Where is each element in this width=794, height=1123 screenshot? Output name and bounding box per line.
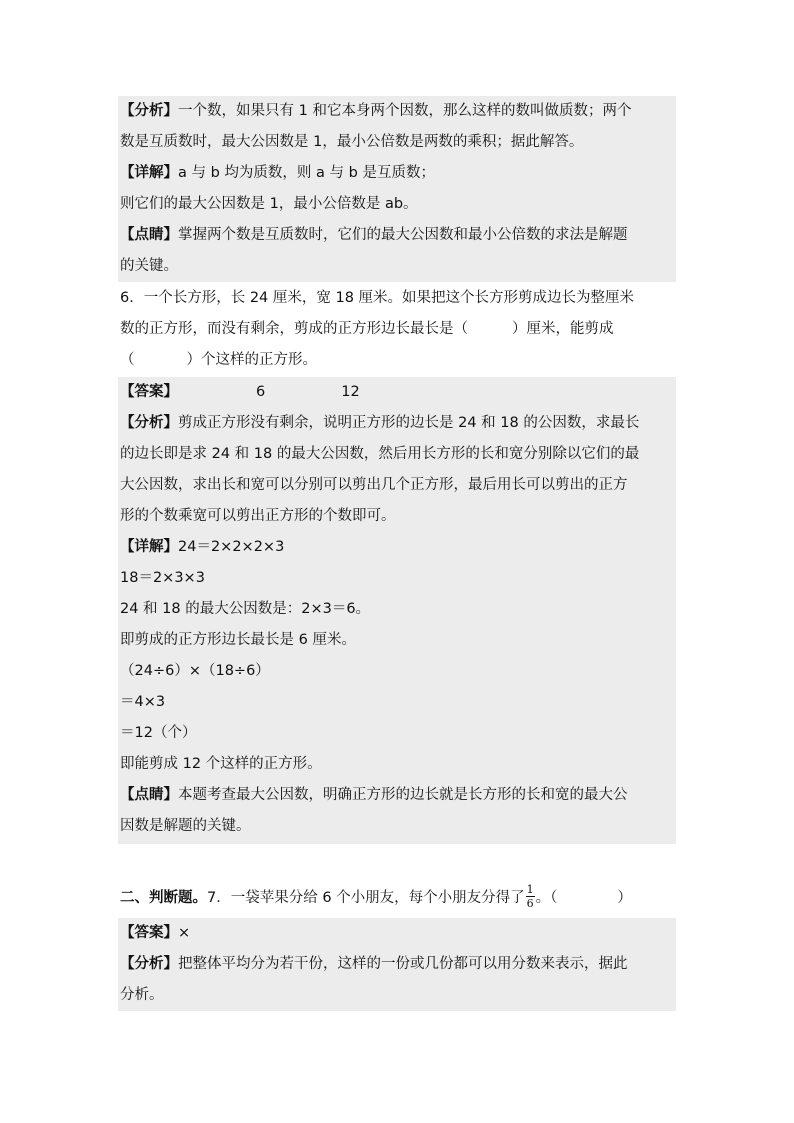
analysis-tag: 【分析】 bbox=[120, 415, 178, 431]
q6-detail-line-8: 即能剪成 12 个这样的正方形。 bbox=[120, 756, 322, 772]
detail-text: a 与 b 均为质数，则 a 与 b 是互质数； bbox=[178, 165, 435, 181]
q6-analysis-line-3: 大公因数，求出长和宽可以分别可以剪出几个正方形，最后用长可以剪出的正方 bbox=[120, 477, 628, 493]
fraction-numerator: 1 bbox=[526, 882, 534, 896]
q6-question-line-1: 6．一个长方形，长 24 厘米，宽 18 厘米。如果把这个长方形剪成边长为整厘米 bbox=[120, 290, 635, 306]
analysis-text: 剪成正方形没有剩余，说明正方形的边长是 24 和 18 的公因数，求最长 bbox=[178, 415, 640, 431]
answer-value-1: 6 bbox=[256, 384, 266, 400]
q6-question-text-b: ）厘米，能剪成 bbox=[512, 321, 614, 337]
analysis-text: 把整体平均分为若干份，这样的一份或几份都可以用分数来表示，据此 bbox=[178, 956, 628, 972]
q6-point-line-1 bbox=[120, 780, 676, 811]
q5-point-line-1 bbox=[120, 220, 676, 251]
detail-text: 24＝2×2×2×3 bbox=[178, 539, 285, 555]
detail-tag: 【详解】 bbox=[120, 539, 178, 555]
q6-question-line-3 bbox=[120, 345, 676, 376]
answer-tag: 【答案】 bbox=[120, 925, 178, 941]
q6-detail-line-6: ＝4×3 bbox=[120, 694, 166, 710]
q6-detail-line-4: 即剪成的正方形边长最长是 6 厘米。 bbox=[120, 632, 356, 648]
q7-question-line bbox=[120, 880, 676, 916]
q6-question-text-d: ）个这样的正方形。 bbox=[186, 352, 317, 368]
section-heading: 二、判断题。 bbox=[120, 890, 207, 906]
q6-analysis-line-1 bbox=[120, 408, 676, 439]
q6-detail-line-3: 24 和 18 的最大公因数是：2×3＝6。 bbox=[120, 601, 371, 617]
analysis-tag: 【分析】 bbox=[120, 103, 178, 119]
fraction-one-sixth bbox=[526, 884, 535, 909]
q7-analysis-line-2: 分析。 bbox=[120, 987, 164, 1003]
q7-analysis-line-1 bbox=[120, 949, 676, 980]
detail-tag: 【详解】 bbox=[120, 165, 178, 181]
answer-tag: 【答案】 bbox=[120, 384, 178, 400]
q6-detail-line-1 bbox=[120, 532, 676, 563]
point-tag: 【点睛】 bbox=[120, 227, 178, 243]
q6-point-line-2: 因数是解题的关键。 bbox=[120, 818, 251, 834]
q5-detail-line-2: 则它们的最大公因数是 1，最小公倍数是 ab。 bbox=[120, 196, 418, 212]
q6-question-text-c: （ bbox=[120, 352, 135, 368]
q6-question-line-2 bbox=[120, 314, 676, 345]
q7-question-text-b: 。（ bbox=[535, 890, 558, 906]
point-tag: 【点睛】 bbox=[120, 787, 178, 803]
q7-answer-line bbox=[120, 918, 676, 949]
q6-detail-line-7: ＝12（个） bbox=[120, 725, 197, 741]
q5-analysis-line-2: 数是互质数时，最大公因数是 1，最小公倍数是两数的乘积；据此解答。 bbox=[120, 134, 584, 150]
q5-point-line-2: 的关键。 bbox=[120, 258, 178, 274]
q6-detail-line-2: 18＝2×3×3 bbox=[120, 570, 205, 586]
q6-analysis-line-2: 的边长即是求 24 和 18 的最大公因数，然后用长方形的长和宽分别除以它们的最 bbox=[120, 446, 640, 462]
point-text: 掌握两个数是互质数时，它们的最大公因数和最小公倍数的求法是解题 bbox=[178, 227, 628, 243]
analysis-tag: 【分析】 bbox=[120, 956, 178, 972]
q5-analysis-line-1 bbox=[120, 96, 676, 127]
q6-detail-line-5: （24÷6）×（18÷6） bbox=[120, 663, 270, 679]
fraction-denominator: 6 bbox=[526, 896, 534, 910]
answer-value-2: 12 bbox=[341, 384, 360, 400]
point-text: 本题考查最大公因数，明确正方形的边长就是长方形的长和宽的最大公 bbox=[178, 787, 628, 803]
q6-answer-line bbox=[120, 377, 676, 408]
q5-detail-line-1 bbox=[120, 158, 676, 189]
q6-question-text-a: 数的正方形，而没有剩余，剪成的正方形边长最长是（ bbox=[120, 321, 468, 337]
q7-question-text-a: 7．一袋苹果分给 6 个小朋友，每个小朋友分得了 bbox=[207, 890, 525, 906]
analysis-text: 一个数，如果只有 1 和它本身两个因数，那么这样的数叫做质数；两个 bbox=[178, 103, 632, 119]
q7-question-text-c: ） bbox=[617, 890, 632, 906]
q6-analysis-line-4: 形的个数乘宽可以剪出正方形的个数即可。 bbox=[120, 508, 396, 524]
answer-value: × bbox=[178, 925, 191, 941]
